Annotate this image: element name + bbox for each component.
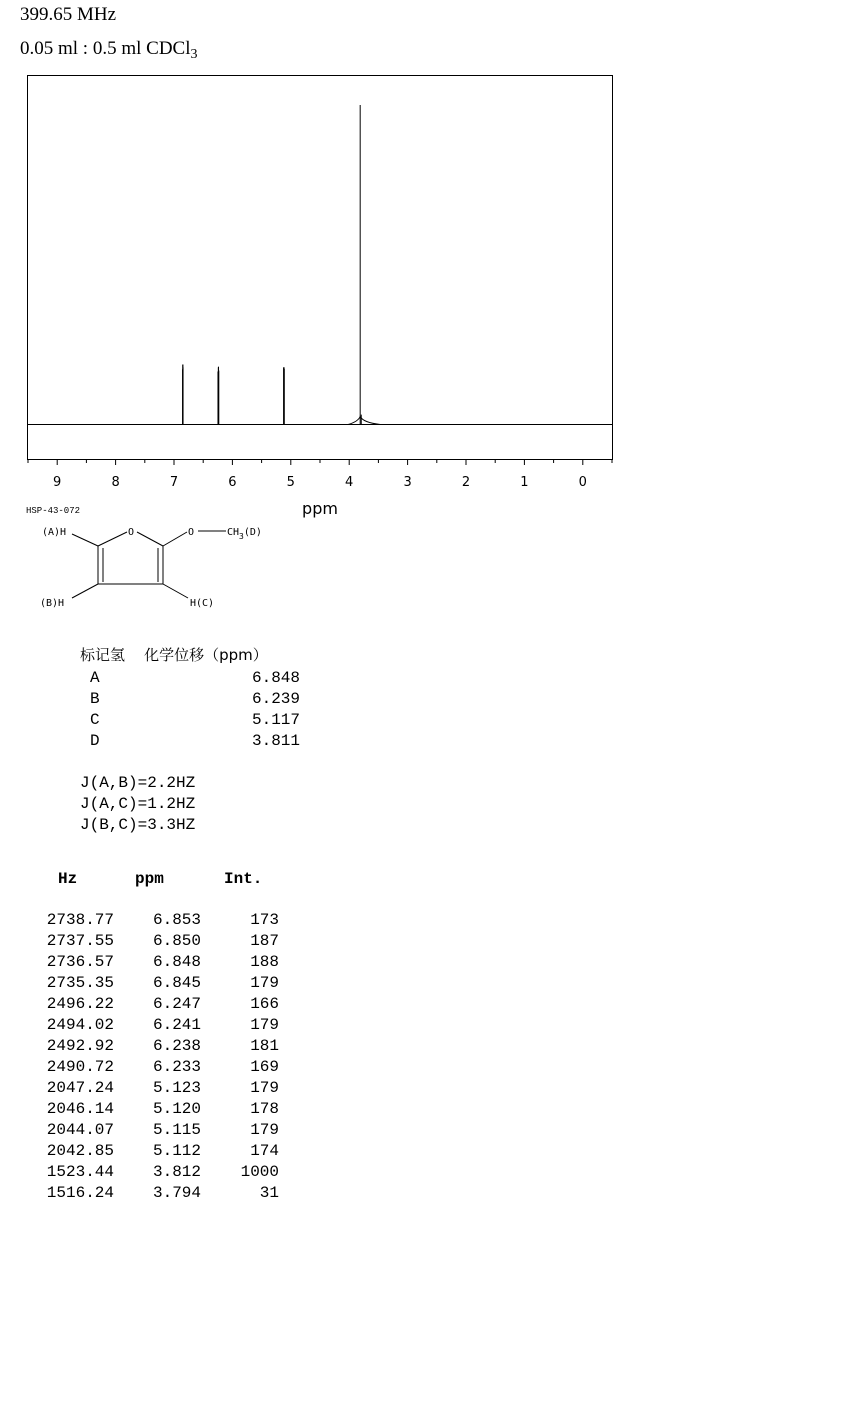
peak-ppm: 5.123 [152, 1079, 201, 1097]
assignment-shift: 6.848 [251, 669, 300, 687]
x-tick-label: 7 [169, 475, 179, 490]
peak-ppm: 3.794 [152, 1184, 201, 1202]
plot-frame [28, 76, 613, 460]
assignment-row [90, 732, 300, 752]
peak-intensity: 166 [250, 995, 279, 1013]
peak-ppm: 6.241 [152, 1016, 201, 1034]
assignment-row [90, 711, 300, 731]
peak-hz: 2738.77 [46, 911, 114, 929]
peak-table-row [0, 1184, 300, 1205]
x-tick-label: 0 [578, 475, 587, 490]
peak-hz: 1523.44 [46, 1163, 114, 1181]
structure-bonds [72, 531, 226, 598]
peak-ppm: 6.247 [152, 995, 201, 1013]
peak-hz: 2046.14 [46, 1100, 114, 1118]
peak-ppm: 3.812 [152, 1163, 201, 1181]
x-tick-label: 5 [286, 475, 295, 490]
peak-intensity: 178 [250, 1100, 279, 1118]
peak-intensity: 187 [250, 932, 279, 950]
peak-ppm: 6.850 [152, 932, 201, 950]
peak-lineshape [348, 417, 380, 425]
peak-intensity: 179 [250, 1016, 279, 1034]
peak-ppm: 6.853 [152, 911, 201, 929]
peak-table-row [0, 1142, 300, 1163]
assignment-row [90, 690, 300, 710]
x-tick-label: 3 [403, 475, 412, 490]
peak-table-row [0, 1100, 300, 1121]
x-axis-label: ppm [302, 499, 338, 518]
label-c: H(C) [190, 598, 215, 609]
x-tick-label: 2 [461, 475, 471, 490]
assignment-shift: 5.117 [251, 711, 300, 729]
peak-table-row [0, 932, 300, 953]
ring-oxygen: O [128, 527, 135, 538]
header-labeled-hydrogen: 标记氢 [80, 646, 126, 664]
peak-hz: 2494.02 [46, 1016, 114, 1034]
x-axis-ticks [28, 459, 612, 465]
peak-table-header-ppm: ppm [135, 870, 164, 888]
assignment-row [90, 669, 300, 689]
peak-table-row [0, 1037, 300, 1058]
peak-ppm: 5.112 [152, 1142, 201, 1160]
peak-hz: 2736.57 [46, 953, 114, 971]
peak-intensity: 179 [250, 1121, 279, 1139]
label-b: (B)H [40, 598, 65, 609]
peak-intensity: 174 [250, 1142, 279, 1160]
peak-hz: 2490.72 [46, 1058, 114, 1076]
peak-hz: 2042.85 [46, 1142, 114, 1160]
peak-intensity: 179 [250, 974, 279, 992]
x-tick-label: 9 [53, 475, 62, 490]
peak-table-row [0, 974, 300, 995]
coupling-constant: J(A,C)=1.2HZ [80, 795, 196, 813]
peak-intensity: 181 [250, 1037, 279, 1055]
assignment-shift: 3.811 [251, 732, 300, 750]
solvent-text: 0.05 ml : 0.5 ml CDCl [20, 38, 191, 59]
header-chemical-shift: 化学位移（ppm） [144, 646, 268, 664]
peak-table-row [0, 1016, 300, 1037]
methyl-subscript: 3 [239, 532, 244, 541]
peak-table-header-hz: Hz [58, 870, 78, 888]
x-axis-tick-labels [53, 475, 587, 490]
assignment-shift: 6.239 [251, 690, 300, 708]
x-tick-label: 4 [345, 475, 354, 490]
spectrometer-frequency: 399.65 MHz [20, 4, 117, 25]
peak-intensity: 1000 [240, 1163, 279, 1181]
peak-table-row [0, 1121, 300, 1142]
methyl-group [227, 527, 262, 541]
coupling-constant: J(B,C)=3.3HZ [80, 816, 196, 834]
peak-hz: 2044.07 [46, 1121, 114, 1139]
peak-table-row [0, 1058, 300, 1079]
methyl-ch: CH [227, 527, 240, 538]
peak-table-row [0, 911, 300, 932]
peak-hz: 2737.55 [46, 932, 114, 950]
peak-table-header-int: Int. [224, 870, 263, 888]
peak-ppm: 6.233 [152, 1058, 201, 1076]
x-tick-label: 8 [111, 475, 120, 490]
sample-id: HSP-43-072 [26, 506, 81, 516]
peak-hz: 2735.35 [46, 974, 114, 992]
peak-intensity: 31 [259, 1184, 279, 1202]
peak-intensity: 188 [250, 953, 279, 971]
peak-hz: 1516.24 [46, 1184, 114, 1202]
peak-hz: 2047.24 [46, 1079, 114, 1097]
coupling-constant: J(A,B)=2.2HZ [80, 774, 196, 792]
ether-oxygen: O [188, 527, 195, 538]
assignment-label: C [90, 711, 100, 729]
label-a: (A)H [42, 527, 67, 538]
peak-table-row [0, 1163, 300, 1184]
peak-ppm: 6.238 [152, 1037, 201, 1055]
peak-intensity: 173 [250, 911, 279, 929]
assignment-label: B [90, 690, 100, 708]
peak-intensity: 179 [250, 1079, 279, 1097]
peak-ppm: 5.120 [152, 1100, 201, 1118]
peak-table-row [0, 953, 300, 974]
spectrum-peaks [183, 105, 381, 425]
x-tick-label: 1 [520, 475, 529, 490]
assignment-label: D [90, 732, 100, 750]
peak-table-row [0, 1079, 300, 1100]
peak-hz: 2496.22 [46, 995, 114, 1013]
molecule-structure [30, 518, 290, 618]
assignment-header [80, 644, 268, 665]
methyl-label-d: (D) [243, 527, 262, 538]
solvent-subscript: 3 [190, 47, 198, 62]
x-tick-label: 6 [228, 475, 237, 490]
peak-hz: 2492.92 [46, 1037, 114, 1055]
nmr-spectrum-chart [0, 0, 850, 530]
peak-ppm: 6.848 [152, 953, 201, 971]
peak-ppm: 6.845 [152, 974, 201, 992]
peak-ppm: 5.115 [152, 1121, 201, 1139]
peak-table-row [0, 995, 300, 1016]
assignment-label: A [90, 669, 100, 687]
peak-intensity: 169 [250, 1058, 279, 1076]
